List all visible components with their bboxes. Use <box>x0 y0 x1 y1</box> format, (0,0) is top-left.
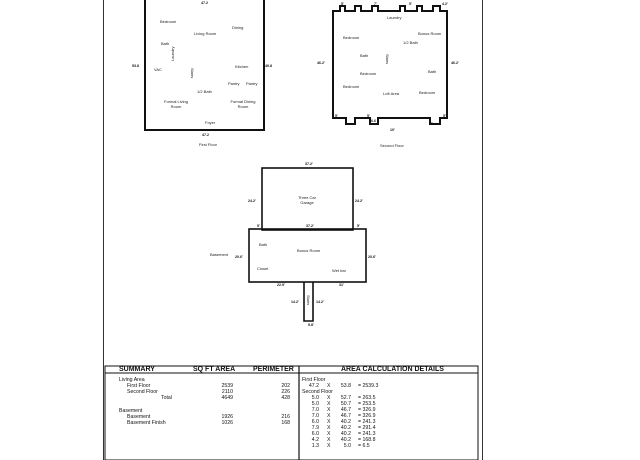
calc-cell: Second Floor <box>302 389 333 395</box>
room-label: Wet bar <box>332 268 346 273</box>
calc-cell: 5.0 <box>311 395 319 401</box>
room-label: Three Car Garage <box>297 195 316 205</box>
calc-cell: 5.0 <box>311 401 319 407</box>
room-label: Kitchen <box>235 64 249 69</box>
room-label: Closet <box>257 266 269 271</box>
summary-row-perimeter: 226 <box>281 389 290 395</box>
calc-cell: = 2539.3 <box>358 383 379 389</box>
dimension-label: 5' <box>443 114 446 118</box>
first-floor-caption: First Floor <box>199 142 217 147</box>
summary-row-label: Basement Finish <box>127 420 166 426</box>
summary-row-perimeter: 202 <box>281 383 290 389</box>
room-label: 1/2 Bath <box>403 40 418 45</box>
dimension-label: 14.2' <box>291 300 299 304</box>
calc-cell: = 168.8 <box>358 437 376 443</box>
calc-cell: 52.7 <box>340 395 351 401</box>
calc-cell: X <box>327 443 331 449</box>
dimension-label: 37.2' <box>306 224 314 228</box>
calc-cell: X <box>327 437 331 443</box>
area-summary-table <box>105 366 478 460</box>
calc-cell: X <box>327 395 331 401</box>
dimension-label: 5.8' <box>308 323 314 327</box>
room-label: Living Room <box>194 31 217 36</box>
dimension-label: 49.8 <box>265 64 272 68</box>
room-label: Formal Dining Room <box>230 99 256 109</box>
room-label: Stairs <box>385 54 390 65</box>
room-label: VAC <box>154 67 162 72</box>
room-label: Bath <box>161 41 170 46</box>
calc-cell: = 241.3 <box>358 419 376 425</box>
summary-row-label: Basement <box>119 408 143 414</box>
room-label: Pantry <box>246 81 258 86</box>
calc-cell: 5.0 <box>343 443 351 449</box>
calc-cell: = 326.9 <box>358 413 376 419</box>
room-label: Bedroom <box>419 90 436 95</box>
summary-header: SUMMARY <box>119 366 155 373</box>
calc-cell: 7.9 <box>311 425 319 431</box>
dimension-label: 24.2' <box>355 199 363 203</box>
room-label: Stairs <box>190 68 195 79</box>
summary-row-perimeter: 216 <box>281 414 290 420</box>
dimension-label: 24.2' <box>248 199 256 203</box>
dimension-label: 5' <box>357 224 360 228</box>
calc-cell: = 253.5 <box>358 401 376 407</box>
room-label: Bath <box>259 242 268 247</box>
calc-cell: 4.2 <box>311 437 319 443</box>
summary-row-label: Second Floor <box>127 389 158 395</box>
dimension-label: 4.2' <box>442 2 448 6</box>
room-label: Foyer <box>205 120 216 125</box>
calc-cell: 7.0 <box>311 407 319 413</box>
room-label: Bedroom <box>343 35 360 40</box>
basement-outline <box>249 229 366 282</box>
dimension-label: 20.6' <box>235 255 243 259</box>
dimension-label: 5' <box>409 2 412 6</box>
second-floor-caption: Second Floor <box>380 143 404 148</box>
calc-cell: 46.7 <box>340 413 351 419</box>
dimension-label: 5' <box>257 224 260 228</box>
calc-cell: 53.8 <box>340 383 351 389</box>
summary-row-perimeter: 428 <box>281 395 290 401</box>
calc-cell: = 291.4 <box>358 425 376 431</box>
room-label: Bath <box>360 53 369 58</box>
perimeter-header: PERIMETER <box>253 366 294 373</box>
summary-row-area: 1026 <box>221 420 233 426</box>
room-label: Pantry <box>228 81 240 86</box>
room-label: Formal Living Room <box>164 99 189 109</box>
room-label: Laundry <box>387 15 402 20</box>
summary-row-area: 4649 <box>221 395 233 401</box>
dimension-label: 47.2 <box>201 1 208 5</box>
calc-cell: = 241.3 <box>358 431 376 437</box>
calc-cell: = 6.5 <box>358 443 370 449</box>
dimension-label: 37.2' <box>305 162 313 166</box>
calc-cell: = 263.5 <box>358 395 376 401</box>
summary-row-perimeter: 168 <box>281 420 290 426</box>
dimension-label: 14.2' <box>316 300 324 304</box>
dimension-label: 46.2' <box>451 61 459 65</box>
dimension-label: 47.2 <box>202 133 209 137</box>
calc-cell: First Floor <box>302 377 326 383</box>
dimension-label: 53.8 <box>132 64 139 68</box>
dimension-label: 5' <box>367 114 370 118</box>
calc-cell: 1.3 <box>311 443 319 449</box>
calc-cell: X <box>327 413 331 419</box>
room-label: Bedroom <box>343 84 360 89</box>
calc-cell: 6.0 <box>311 431 319 437</box>
room-label: Loft Area <box>383 91 400 96</box>
area-calc-header: AREA CALCULATION DETAILS <box>341 366 444 373</box>
calc-cell: 40.2 <box>340 419 351 425</box>
calc-cell: X <box>327 419 331 425</box>
room-label: Basement <box>210 252 229 257</box>
calc-cell: X <box>327 383 331 389</box>
room-label: Bonus Room <box>297 248 321 253</box>
calc-cell: 40.2 <box>340 437 351 443</box>
summary-row-area: 1926 <box>221 414 233 420</box>
dimension-label: 5' <box>341 2 344 6</box>
dimension-label: 46.2' <box>317 61 325 65</box>
dimension-label: 6.6 <box>371 119 376 123</box>
calc-cell: 40.2 <box>340 431 351 437</box>
room-label: Laundry <box>170 46 175 61</box>
calc-cell: 50.7 <box>340 401 351 407</box>
calc-cell: 46.7 <box>340 407 351 413</box>
room-label: Bath <box>428 69 437 74</box>
room-label: Dining <box>232 25 244 30</box>
dimension-label: 31' <box>339 283 344 287</box>
room-label: 1/2 Bath <box>197 89 212 94</box>
room-label: Bedroom <box>360 71 377 76</box>
summary-row-label: Total <box>161 395 172 401</box>
second-floor-outline <box>333 6 447 124</box>
calc-cell: 7.0 <box>311 413 319 419</box>
calc-cell: 47.2 <box>308 383 319 389</box>
summary-row-label: Basement <box>127 414 151 420</box>
calc-cell: X <box>327 431 331 437</box>
sqft-area-header: SQ FT AREA <box>193 366 236 373</box>
calc-cell: = 326.9 <box>358 407 376 413</box>
room-label: Bonus Room <box>418 31 442 36</box>
calc-cell: 40.2 <box>340 425 351 431</box>
dimension-label: 22.9' <box>277 283 285 287</box>
summary-row-area: 2110 <box>221 389 233 395</box>
calc-cell: X <box>327 401 331 407</box>
room-label: Bedroom <box>160 19 177 24</box>
dimension-label: 10' <box>390 128 395 132</box>
summary-row-label: First Floor <box>127 383 151 389</box>
calc-cell: 6.0 <box>311 419 319 425</box>
summary-row-label: Living Area <box>119 377 145 383</box>
dimension-label: 7' <box>430 122 433 126</box>
summary-row-area: 2539 <box>221 383 233 389</box>
dimension-label: 7' <box>374 2 377 6</box>
calc-cell: X <box>327 425 331 431</box>
room-label: Stairs <box>306 295 311 306</box>
dimension-label: 20.6' <box>368 255 376 259</box>
dimension-label: 5' <box>335 114 338 118</box>
calc-cell: X <box>327 407 331 413</box>
